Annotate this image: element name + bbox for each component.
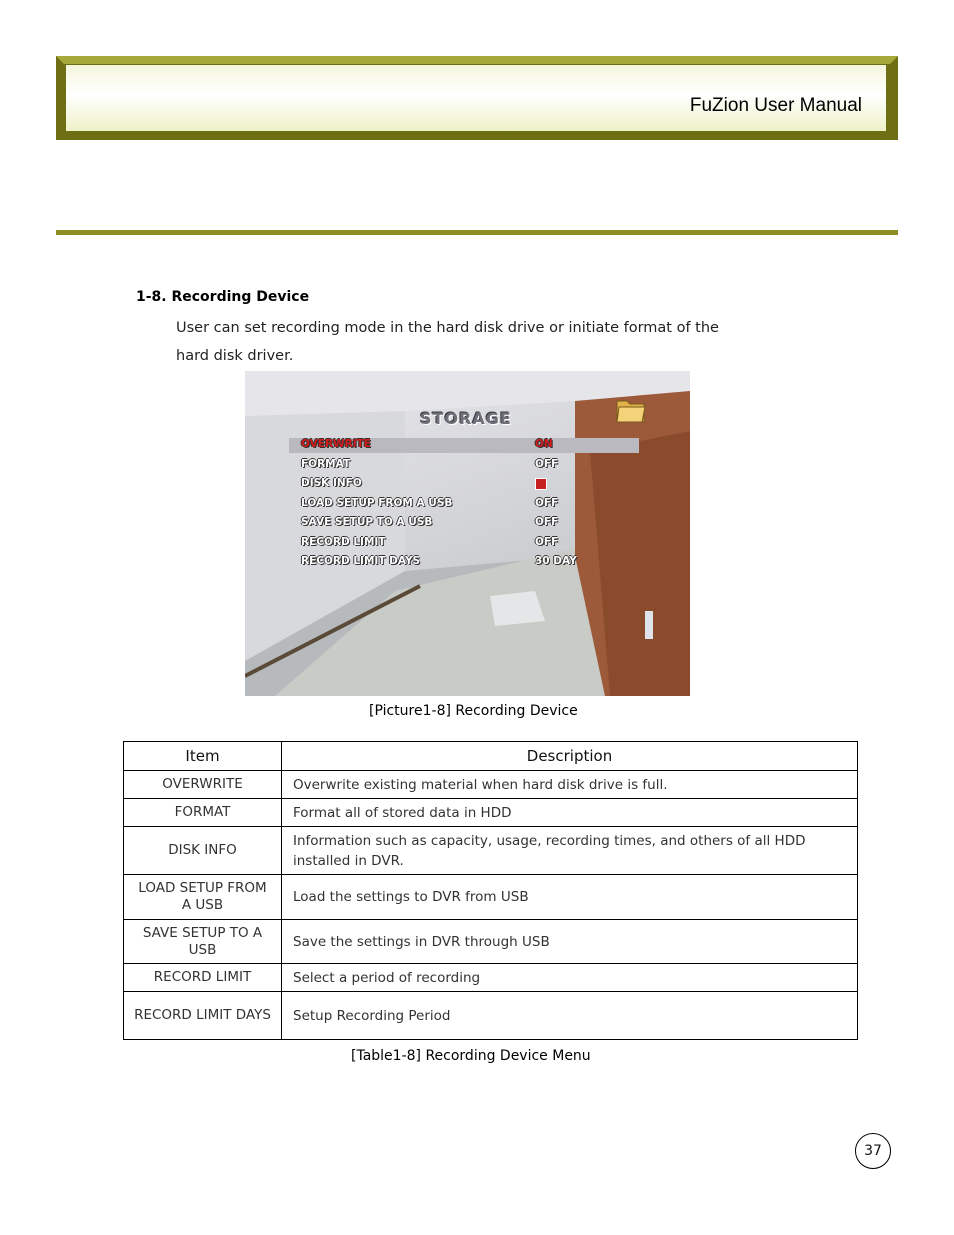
osd-row-record-limit-days[interactable] [301, 555, 637, 570]
table-row [124, 920, 858, 964]
table-cell-description: Overwrite existing material when hard disk drive is full. [282, 771, 858, 799]
table-cell-item: DISK INFO [124, 827, 282, 875]
column-header-description: Description [282, 742, 858, 771]
storage-menu-screenshot [245, 371, 690, 696]
osd-value [535, 477, 547, 493]
recording-device-table [123, 741, 858, 1040]
osd-row-overwrite[interactable] [289, 438, 639, 453]
table-cell-description: Save the settings in DVR through USB [282, 920, 858, 964]
section-body-line: hard disk driver. [176, 348, 294, 364]
folder-icon [615, 395, 647, 425]
osd-label: OVERWRITE [301, 438, 371, 450]
storage-title: STORAGE [420, 409, 512, 428]
osd-label: RECORD LIMIT [301, 536, 386, 548]
banner-bevel [56, 56, 898, 64]
picture-caption: [Picture1-8] Recording Device [369, 703, 578, 719]
osd-row-record-limit[interactable] [301, 536, 637, 551]
osd-value: 30 DAY [535, 555, 577, 567]
osd-row-disk-info[interactable] [301, 477, 637, 492]
osd-value: OFF [535, 458, 559, 470]
osd-label: FORMAT [301, 458, 351, 470]
table-cell-description: Information such as capacity, usage, recording times, and others of all HDD installed in DVR. [282, 827, 858, 875]
section-divider [56, 230, 898, 235]
disk-info-icon[interactable] [535, 478, 547, 490]
section-body [176, 314, 736, 370]
table-row [124, 771, 858, 799]
osd-label: LOAD SETUP FROM A USB [301, 497, 453, 509]
osd-row-load-setup[interactable] [301, 497, 637, 512]
osd-label: SAVE SETUP TO A USB [301, 516, 433, 528]
table-cell-item: SAVE SETUP TO A USB [124, 920, 282, 964]
table-row [124, 799, 858, 827]
table-cell-item: RECORD LIMIT [124, 964, 282, 992]
table-cell-description: Format all of stored data in HDD [282, 799, 858, 827]
table-cell-description: Load the settings to DVR from USB [282, 875, 858, 920]
banner-panel [66, 65, 886, 131]
section-body-line: User can set recording mode in the hard disk drive or initiate format of the [176, 320, 719, 336]
osd-row-save-setup[interactable] [301, 516, 637, 531]
table-row [124, 964, 858, 992]
table-cell-description: Setup Recording Period [282, 992, 858, 1040]
table-row [124, 875, 858, 920]
table-cell-item: RECORD LIMIT DAYS [124, 992, 282, 1040]
osd-value: OFF [535, 536, 559, 548]
manual-title: FuZion User Manual [689, 95, 862, 116]
table-cell-item: FORMAT [124, 799, 282, 827]
osd-value: OFF [535, 497, 559, 509]
column-header-item: Item [124, 742, 282, 771]
osd-value: OFF [535, 516, 559, 528]
section-heading: 1-8. Recording Device [136, 289, 310, 305]
table-row [124, 827, 858, 875]
table-cell-item: OVERWRITE [124, 771, 282, 799]
table-caption: [Table1-8] Recording Device Menu [351, 1048, 591, 1064]
osd-row-format[interactable] [301, 458, 637, 473]
header-banner [56, 56, 898, 140]
table-header-row [124, 742, 858, 771]
osd-label: RECORD LIMIT DAYS [301, 555, 421, 567]
page-number: 37 [855, 1133, 891, 1169]
osd-label: DISK INFO [301, 477, 362, 489]
table-cell-item: LOAD SETUP FROM A USB [124, 875, 282, 920]
table-cell-description: Select a period of recording [282, 964, 858, 992]
osd-value: ON [535, 438, 553, 450]
table-row [124, 992, 858, 1040]
